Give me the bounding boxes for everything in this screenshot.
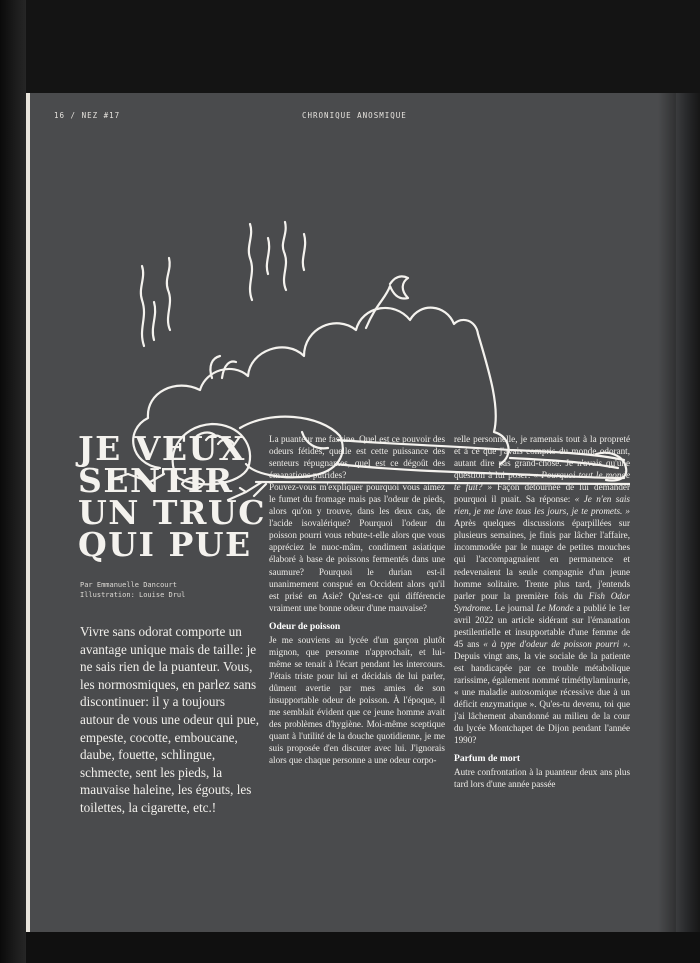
subheading: Odeur de poisson bbox=[269, 620, 341, 632]
body-column-2 bbox=[454, 433, 630, 790]
publication-name: Le Monde bbox=[536, 602, 574, 613]
body-column-1 bbox=[269, 433, 445, 766]
cloud-curl bbox=[210, 356, 236, 378]
byline bbox=[80, 580, 185, 600]
scan-background-bottom bbox=[26, 932, 700, 963]
paragraph: Pouvez-vous m'expliquer pourquoi vous aimez le fumet du fromage mais pas l'odeur de pieds, alors qu'on y trouve, dans les deux cas, de l'acide isovalérique? Pourquoi l'odeur du poisson pourri vous rebute-t-elle alors que vous appréciez le nuoc-mâm, condiment asiatique élaboré à base de poissons fermentés dans une saumure? Pourquoi le durian est-il unanimement conspué en Occident alors qu'il est prisé en Asie? Qu'est-ce qui différencie vraiment une bonne odeur d'une mauvaise? bbox=[269, 482, 445, 613]
text-run: Façon détournée de lui demander pourquoi il puait. Sa réponse: bbox=[454, 482, 630, 505]
quote: « Pourquoi tout le monde te fuit? » bbox=[454, 470, 630, 493]
magazine-spine bbox=[676, 93, 700, 932]
stink-line bbox=[303, 234, 305, 270]
paragraph: Je me souviens au lycée d'un garçon plutôt mignon, que personne n'approchait, et lui-même se tenait à l'écart pendant les intercours. J'étais triste pour lui et décidais de lui parler, dûment avertie par mes amies de son insupportable odeur de poisson. À l'époque, il me semblait évident que ce jeune homme avait des problèmes d'hygiène. Moi-même sceptique quant à l'utilité de la douche quotidienne, je me suis proposée d'en discuter avec lui. J'ignorais alors que chaque personne a une odeur corpo- bbox=[269, 634, 445, 766]
article-title bbox=[78, 429, 268, 564]
subheading: Parfum de mort bbox=[454, 753, 521, 765]
magazine-page bbox=[26, 93, 676, 932]
stink-line bbox=[167, 258, 170, 330]
quote: « à type d'odeur de poisson pourri » bbox=[483, 638, 628, 649]
paragraph: Autre confrontation à la puanteur deux ans plus tard lors d'une année passée bbox=[454, 767, 630, 790]
title-line-3: UN TRUC bbox=[78, 493, 266, 532]
cloud-curl bbox=[366, 276, 408, 328]
title-line-2: SENTIR bbox=[78, 461, 234, 500]
title-line-1: JE VEUX bbox=[78, 429, 246, 468]
stink-line bbox=[283, 222, 286, 290]
folio: 16 / NEZ #17 bbox=[54, 111, 121, 120]
text-run: relle personnelle, je ramenais tout à la propreté et à ce que j'avais compris du monde odorant, autant dire pas grand-chose. Je n'avais qu'une question à lui poser: bbox=[454, 434, 630, 481]
text-run: Après quelques discussions éparpillées sur plusieurs semaines, je finis par lâcher l'affaire, incommodée par le nuage de petites mouches qui l'accompagnaient en permanence et redevenaient la seule compagnie d'un jeune homme solitaire. Trente plus tard, j'entends parler pour la première fois du bbox=[454, 518, 630, 601]
byline-illustration: Illustration: Louise Drul bbox=[80, 591, 186, 599]
stink-line bbox=[249, 224, 252, 300]
section-header: CHRONIQUE ANOSMIQUE bbox=[302, 111, 407, 120]
paragraph bbox=[454, 433, 630, 746]
stink-line bbox=[267, 238, 269, 274]
page-gutter-shadow bbox=[658, 93, 676, 932]
stink-line bbox=[153, 302, 155, 340]
scan-background-left bbox=[0, 0, 26, 963]
text-run: . Le journal bbox=[490, 602, 537, 613]
text-run: . Depuis vingt ans, la vie sociale de la patiente est handicapée par ce trouble métabolique rarissime, également nommé triméthylaminurie, « une maladie autosomique récessive due à un déficit enzymatique ». Qu'es-tu devenu, toi que j'ai lâchement abandonné au milieu de la cour du lycée Montchapet de Dijon pendant l'année 1990? bbox=[454, 638, 631, 746]
paragraph: La puanteur me fascine. Quel est ce pouvoir des odeurs fétides, quelle est cette puissance des senteurs répugnantes, quel est ce dégoût des émanations putrides? bbox=[269, 434, 445, 481]
lead-paragraph: Vivre sans odorat comporte un avantage unique mais de taille: je ne sais rien de la puanteur. Vous, les normosmiques, en parlez sans discontinuer: il y a toujours autour de vous une odeur qui pue, empeste, cocotte, emboucane, daube, fouette, schlingue, schmecte, sent les pieds, la mauvaise haleine, les égouts, les toilettes, la cigarette, etc.! bbox=[80, 624, 260, 815]
quote: « Je n'en sais rien, je me lave tous les jours, je te promets. » bbox=[454, 494, 630, 517]
stink-line bbox=[141, 266, 144, 346]
term: Fish Odor Syndrome bbox=[454, 590, 630, 613]
title-line-4: QUI PUE bbox=[78, 525, 252, 564]
byline-author: Par Emmanuelle Dancourt bbox=[80, 581, 177, 589]
text-run: a publié le 1er avril 2022 un article sidérant sur l'émanation pestilentielle et insupportable d'une femme de 45 ans bbox=[454, 602, 630, 649]
